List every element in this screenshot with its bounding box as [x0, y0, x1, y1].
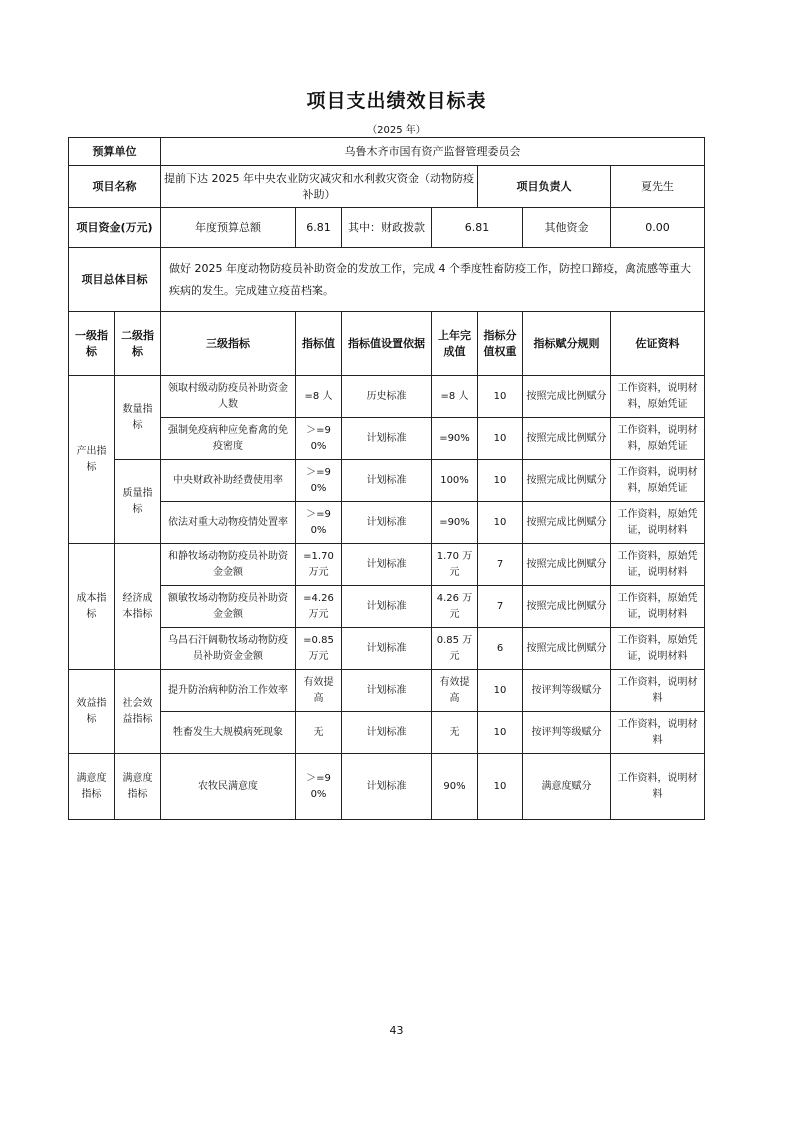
page-title: 项目支出绩效目标表 [306, 90, 487, 112]
subgroup-quantity: 数量指标 [115, 376, 161, 460]
indicator-basis: 计划标准 [342, 712, 432, 754]
indicator-evidence: 工作资料，原始凭证，说明材料 [611, 628, 705, 670]
group-benefit: 效益指标 [69, 670, 115, 754]
group-cost: 成本指标 [69, 544, 115, 670]
project-name-label: 项目名称 [69, 166, 161, 208]
header-weight: 指标分值权重 [478, 312, 523, 376]
table-row [69, 544, 705, 586]
indicator-last: 4.26 万元 [432, 586, 478, 628]
indicator-last: 有效提高 [432, 670, 478, 712]
indicator-value: ＞=90% [296, 460, 342, 502]
indicator-evidence: 工作资料，原始凭证，说明材料 [611, 502, 705, 544]
indicator-last: 100% [432, 460, 478, 502]
table-row [69, 418, 705, 460]
indicator-value: =4.26 万元 [296, 586, 342, 628]
annual-budget-value: 6.81 [296, 208, 342, 248]
indicator-weight: 10 [478, 460, 523, 502]
indicator-rule: 按照完成比例赋分 [523, 544, 611, 586]
indicator-last: 0.85 万元 [432, 628, 478, 670]
table-row [69, 670, 705, 712]
indicator-basis: 计划标准 [342, 502, 432, 544]
other-funds-label: 其他资金 [523, 208, 611, 248]
performance-table [68, 137, 705, 820]
indicator-evidence: 工作资料，说明材料 [611, 712, 705, 754]
indicator-evidence: 工作资料，说明材料，原始凭证 [611, 418, 705, 460]
indicator-name: 乌昌石汗阔勒牧场动物防疫员补助资金金额 [161, 628, 296, 670]
indicator-rule: 按照完成比例赋分 [523, 586, 611, 628]
subgroup-social: 社会效益指标 [115, 670, 161, 754]
indicator-basis: 计划标准 [342, 460, 432, 502]
indicator-evidence: 工作资料，说明材料，原始凭证 [611, 376, 705, 418]
indicator-evidence: 工作资料，说明材料 [611, 754, 705, 820]
subgroup-satisfaction: 满意度指标 [115, 754, 161, 820]
budget-unit-value: 乌鲁木齐市国有资产监督管理委员会 [161, 138, 705, 166]
indicator-rule: 按评判等级赋分 [523, 670, 611, 712]
header-basis: 指标值设置依据 [342, 312, 432, 376]
indicator-name: 牲畜发生大规模病死现象 [161, 712, 296, 754]
indicator-last: 90% [432, 754, 478, 820]
table-row [69, 754, 705, 820]
indicator-rule: 按照完成比例赋分 [523, 376, 611, 418]
indicator-rule: 满意度赋分 [523, 754, 611, 820]
year-label: （2025 年） [367, 125, 426, 136]
indicator-basis: 历史标准 [342, 376, 432, 418]
table-row [69, 586, 705, 628]
indicator-name: 提升防治病种防治工作效率 [161, 670, 296, 712]
indicator-value: ＞=90% [296, 754, 342, 820]
indicator-value: =8 人 [296, 376, 342, 418]
indicator-value: =1.70 万元 [296, 544, 342, 586]
indicator-value: 无 [296, 712, 342, 754]
indicator-weight: 7 [478, 586, 523, 628]
header-value: 指标值 [296, 312, 342, 376]
group-satisfaction: 满意度指标 [69, 754, 115, 820]
indicator-basis: 计划标准 [342, 754, 432, 820]
header-row [69, 312, 705, 376]
header-level1: 一级指标 [69, 312, 115, 376]
indicator-last: =8 人 [432, 376, 478, 418]
indicator-name: 强制免疫病种应免畜禽的免疫密度 [161, 418, 296, 460]
header-level2: 二级指标 [115, 312, 161, 376]
annual-budget-label: 年度预算总额 [161, 208, 296, 248]
indicator-weight: 10 [478, 376, 523, 418]
budget-unit-label: 预算单位 [69, 138, 161, 166]
indicator-weight: 10 [478, 754, 523, 820]
header-evidence: 佐证资料 [611, 312, 705, 376]
indicator-name: 额敏牧场动物防疫员补助资金金额 [161, 586, 296, 628]
fiscal-funding-value: 6.81 [432, 208, 523, 248]
indicator-evidence: 工作资料，原始凭证，说明材料 [611, 586, 705, 628]
indicator-value: ＞=90% [296, 502, 342, 544]
project-manager-label: 项目负责人 [478, 166, 611, 208]
subgroup-quality: 质量指标 [115, 460, 161, 544]
indicator-rule: 按照完成比例赋分 [523, 418, 611, 460]
indicator-name: 领取村级动防疫员补助资金人数 [161, 376, 296, 418]
budget-unit-row [69, 138, 705, 166]
indicator-name: 中央财政补助经费使用率 [161, 460, 296, 502]
indicator-basis: 计划标准 [342, 544, 432, 586]
indicator-value: =0.85 万元 [296, 628, 342, 670]
indicator-name: 农牧民满意度 [161, 754, 296, 820]
header-last-year: 上年完成值 [432, 312, 478, 376]
overall-goal-label: 项目总体目标 [69, 248, 161, 312]
indicator-name: 依法对重大动物疫情处置率 [161, 502, 296, 544]
table-row [69, 460, 705, 502]
table-row [69, 712, 705, 754]
page-number: 43 [389, 1024, 404, 1037]
overall-goal-row [69, 248, 705, 312]
header-rule: 指标赋分规则 [523, 312, 611, 376]
indicator-weight: 6 [478, 628, 523, 670]
indicator-weight: 10 [478, 670, 523, 712]
indicator-rule: 按照完成比例赋分 [523, 460, 611, 502]
group-output: 产出指标 [69, 376, 115, 544]
table-row [69, 628, 705, 670]
indicator-evidence: 工作资料，原始凭证，说明材料 [611, 544, 705, 586]
project-funds-row [69, 208, 705, 248]
indicator-weight: 10 [478, 712, 523, 754]
fiscal-funding-label: 其中：财政拨款 [342, 208, 432, 248]
indicator-weight: 10 [478, 418, 523, 460]
indicator-rule: 按照完成比例赋分 [523, 628, 611, 670]
indicator-last: 无 [432, 712, 478, 754]
project-name-value: 提前下达 2025 年中央农业防灾减灾和水利救灾资金（动物防疫补助） [161, 166, 478, 208]
indicator-rule: 按照完成比例赋分 [523, 502, 611, 544]
indicator-name: 和静牧场动物防疫员补助资金金额 [161, 544, 296, 586]
indicator-basis: 计划标准 [342, 628, 432, 670]
indicator-last: =90% [432, 502, 478, 544]
table-row [69, 502, 705, 544]
indicator-weight: 10 [478, 502, 523, 544]
indicator-basis: 计划标准 [342, 586, 432, 628]
indicator-value: ＞=90% [296, 418, 342, 460]
indicator-last: 1.70 万元 [432, 544, 478, 586]
indicator-evidence: 工作资料，说明材料 [611, 670, 705, 712]
indicator-evidence: 工作资料，说明材料，原始凭证 [611, 460, 705, 502]
project-manager-value: 夏先生 [611, 166, 705, 208]
other-funds-value: 0.00 [611, 208, 705, 248]
header-level3: 三级指标 [161, 312, 296, 376]
overall-goal-text: 做好 2025 年度动物防疫员补助资金的发放工作，完成 4 个季度牲畜防疫工作，防控口蹄疫，禽流感等重大疾病的发生。完成建立疫苗档案。 [161, 248, 705, 312]
indicator-rule: 按评判等级赋分 [523, 712, 611, 754]
indicator-last: =90% [432, 418, 478, 460]
table-row [69, 376, 705, 418]
subgroup-economic: 经济成本指标 [115, 544, 161, 670]
indicator-basis: 计划标准 [342, 418, 432, 460]
indicator-basis: 计划标准 [342, 670, 432, 712]
project-name-row [69, 166, 705, 208]
indicator-value: 有效提高 [296, 670, 342, 712]
indicator-weight: 7 [478, 544, 523, 586]
project-funds-label: 项目资金(万元) [69, 208, 161, 248]
